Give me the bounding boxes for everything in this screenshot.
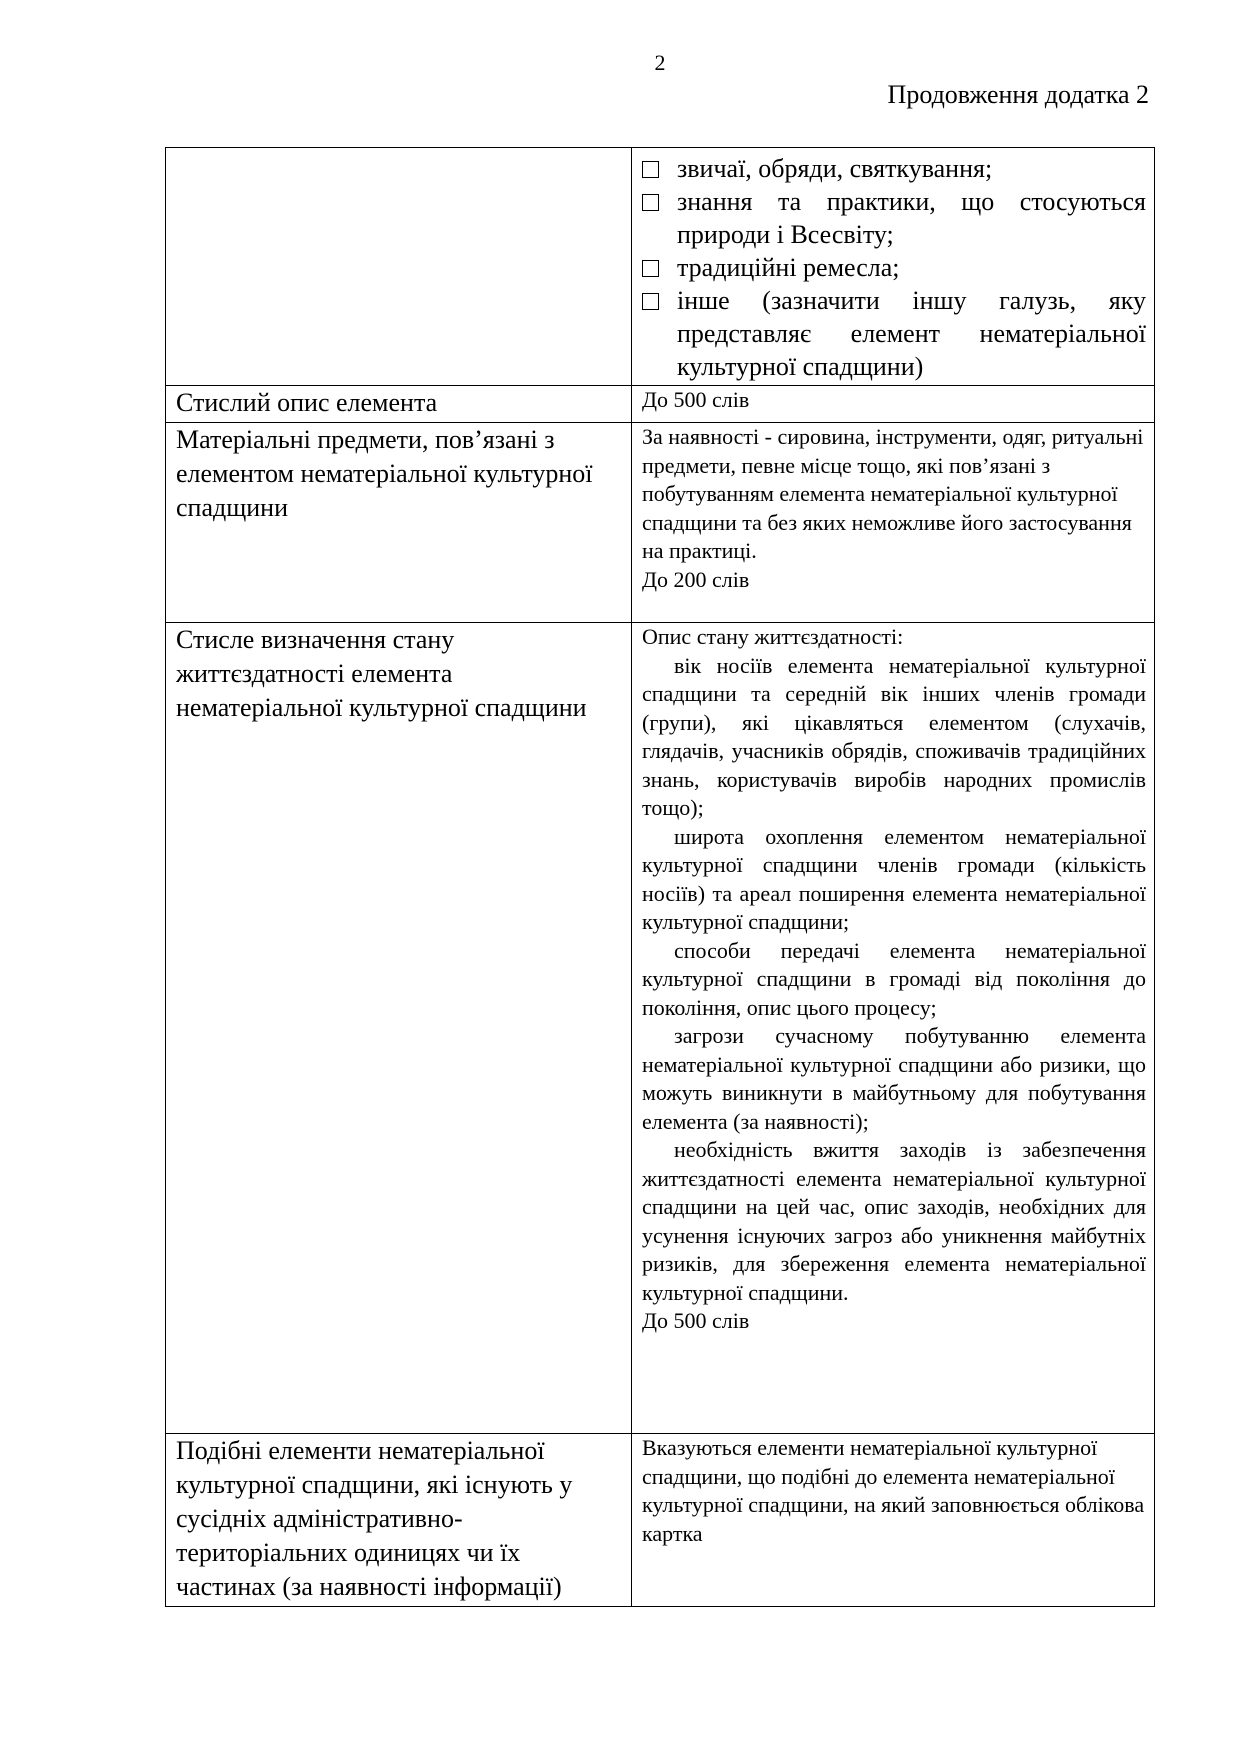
checkbox[interactable] bbox=[642, 260, 659, 277]
checklist-item-label: інше (зазначити іншу галузь, яку представляє елемент нематеріальної культурної спадщини) bbox=[677, 286, 1146, 381]
registration-card-table bbox=[165, 147, 1155, 1607]
table-row-similar-elements bbox=[166, 1434, 1155, 1607]
word-limit: До 500 слів bbox=[642, 1308, 750, 1333]
empty-label-cell bbox=[166, 148, 632, 386]
row-label: Матеріальні предмети, пов’язані з елементом нематеріальної культурної спадщини bbox=[166, 423, 632, 623]
row-value: Вказуються елементи нематеріальної культурної спадщини, що подібні до елемента нематеріальної культурної спадщини, на який заповнюється облікова картка bbox=[632, 1434, 1155, 1607]
checklist-item-label: звичаї, обряди, святкування; bbox=[677, 154, 993, 183]
word-limit: До 200 слів bbox=[642, 566, 750, 592]
viability-paragraph: вік носіїв елемента нематеріальної культурної спадщини та середній вік інших членів громади (групи), які цікавляться елементом (слухачів, глядачів, учасників обрядів, споживачів традиційних знань, користувачів виробів народних промислів тощо); bbox=[642, 652, 1146, 820]
table-row-material-objects bbox=[166, 423, 1155, 623]
viability-paragraph: необхідність вжиття заходів із забезпечення життєздатності елемента нематеріальної культурної спадщини на цей час, опис заходів, необхідних для усунення існуючих загроз або уникнення майбутніх ризиків, для збереження елемента нематеріальної культурної спадщини. bbox=[642, 1137, 1146, 1305]
row-value bbox=[632, 423, 1155, 623]
continuation-title: Продовження додатка 2 bbox=[887, 80, 1149, 109]
page-number: 2 bbox=[654, 50, 666, 75]
domains-checklist bbox=[632, 148, 1155, 386]
row-label: Стисле визначення стану життєздатності елемента нематеріальної культурної спадщини bbox=[166, 623, 632, 1434]
table-row-viability bbox=[166, 623, 1155, 1434]
checklist-item[interactable] bbox=[642, 251, 1146, 284]
checklist-item-label: традиційні ремесла; bbox=[677, 253, 900, 282]
viability-paragraph: широта охоплення елементом нематеріальної культурної спадщини членів громади (кількість носіїв) та ареал поширення елемента нематеріальної культурної спадщини; bbox=[642, 823, 1146, 934]
checklist-item[interactable] bbox=[642, 152, 1146, 185]
row-label: Стислий опис елемента bbox=[166, 386, 632, 423]
checklist-item[interactable] bbox=[642, 284, 1146, 383]
checkbox[interactable] bbox=[642, 161, 659, 178]
viability-paragraph: загрози сучасному побутуванню елемента нематеріальної культурної спадщини або ризики, що можуть виникнути в майбутньому для побутування елемента (за наявності); bbox=[642, 1023, 1146, 1134]
checkbox[interactable] bbox=[642, 293, 659, 310]
row-value: До 500 слів bbox=[632, 386, 1155, 423]
checkbox[interactable] bbox=[642, 194, 659, 211]
row-label: Подібні елементи нематеріальної культурної спадщини, які існують у сусідніх адміністративно-територіальних одиницях чи їх частинах (за наявності інформації) bbox=[166, 1434, 632, 1607]
table-row-short-description bbox=[166, 386, 1155, 423]
table-row-domains bbox=[166, 148, 1155, 386]
checklist-item-label: знання та практики, що стосуються природи і Всесвіту; bbox=[677, 187, 1146, 249]
viability-paragraph: способи передачі елемента нематеріальної культурної спадщини в громаді від покоління до покоління, опис цього процесу; bbox=[642, 937, 1146, 1020]
checklist-item[interactable] bbox=[642, 185, 1146, 251]
viability-intro: Опис стану життєздатності: bbox=[642, 624, 904, 649]
material-objects-text: За наявності - сировина, інструменти, одяг, ритуальні предмети, певне місце тощо, які пов’язані з побутуванням елемента нематеріальної культурної спадщини та без яких неможливе його застосування на практиці. bbox=[642, 424, 1144, 563]
row-value bbox=[632, 623, 1155, 1434]
